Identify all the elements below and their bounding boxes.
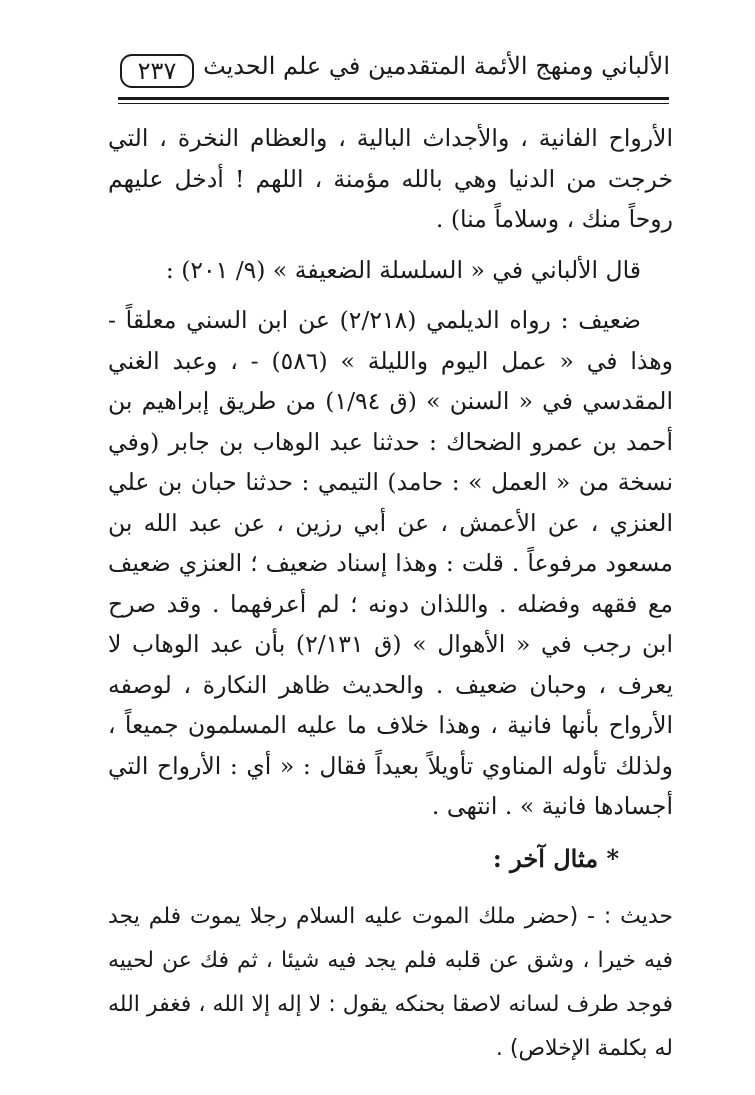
paragraph-continuation: الأرواح الفانية ، والأجداث البالية ، والعظام النخرة ، التي خرجت من الدنيا وهي بالله مؤمنة ، اللهم ! أدخل عليهم روحاً منك ، وسلاماً منا) .	[108, 124, 673, 233]
page-body	[108, 118, 673, 1071]
section-heading: * مثال آخر :	[492, 843, 619, 873]
paragraph-hadith-text: حديث : - (حضر ملك الموت عليه السلام رجلا يموت فلم يجد فيه خيرا ، وشق عن قلبه فلم يجد فيه شيئا ، ثم فك عن لحييه فوجد طرف لسانه لاصقا بحنكه يقول : لا إله إلا الله ، فغفر الله له بكلمة الإخلاص) .	[108, 903, 673, 1061]
page-number: ٢٣٧	[120, 54, 194, 88]
paragraph-hadith-grading: ضعيف : رواه الديلمي (٢/٢١٨) عن ابن السني معلقاً - وهذا في « عمل اليوم والليلة » (٥٨٦) - ، وعبد الغني المقدسي في « السنن » (ق ١/٩٤) من طريق إبراهيم بن أحمد بن عمرو الضحاك : حدثنا عبد الوهاب بن جابر (وفي نسخة من « العمل » : حامد) التيمي : حدثنا حبان بن علي العنزي ، عن الأعمش ، عن أبي رزين ، عن عبد الله بن مسعود مرفوعاً . قلت : وهذا إسناد ضعيف ؛ العنزي ضعيف مع فقهه وفضله . واللذان دونه ؛ لم أعرفهما . وقد صرح ابن رجب في « الأهوال » (ق ٢/١٣١) بأن عبد الوهاب لا يعرف ، وحبان ضعيف . والحديث ظاهر النكارة ، لوصفه الأرواح بأنها فانية ، وهذا خلاف ما عليه المسلمون جميعاً ، ولذلك تأوله المناوي تأويلاً بعيداً فقال : « أي : الأرواح التي أجسادها فانية » . انتهى .	[108, 306, 673, 820]
running-title: الألباني ومنهج الأئمة المتقدمين في علم الحديث	[203, 52, 670, 80]
paragraph-citation-intro: قال الألباني في « السلسلة الضعيفة » (٩/ ٢٠١) :	[165, 255, 641, 284]
header-rule-thin	[118, 103, 669, 104]
header-rule-thick	[118, 97, 669, 100]
page-header	[110, 48, 670, 96]
